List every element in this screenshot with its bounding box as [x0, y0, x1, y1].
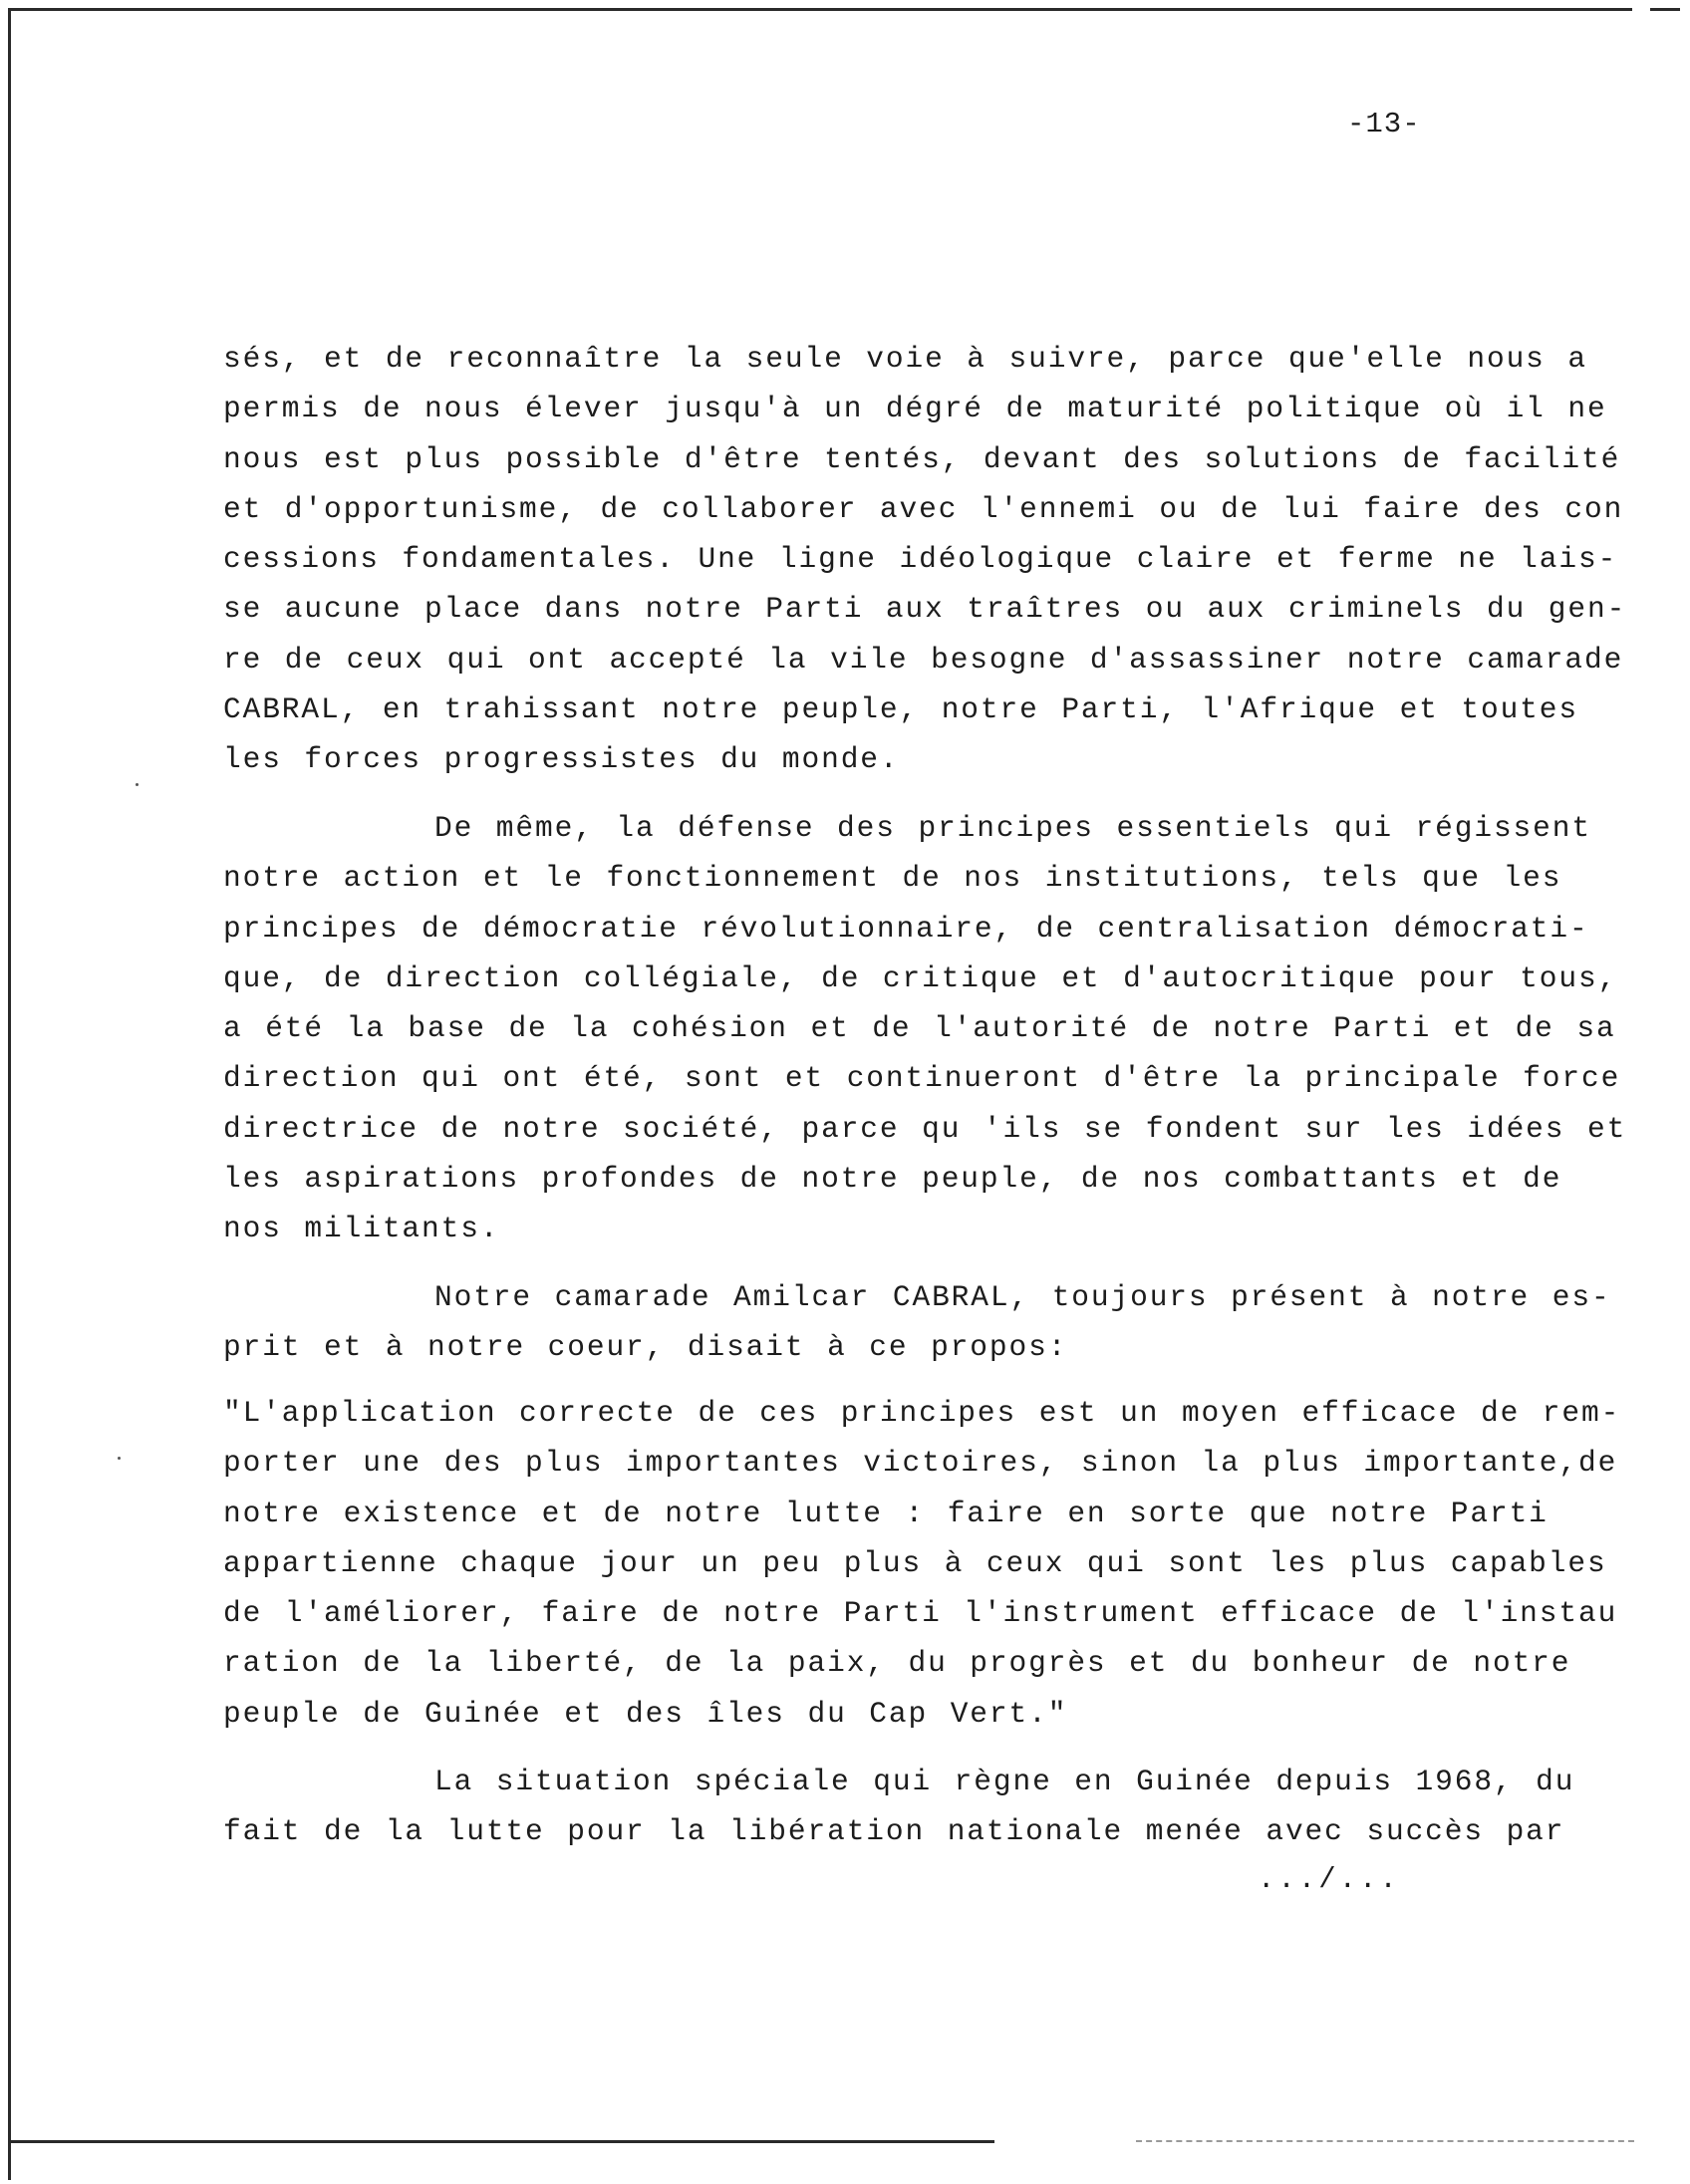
text-line: ration de la liberté, de la paix, du progrès et du bonheur de notre [223, 1646, 1571, 1681]
text-line: prit et à notre coeur, disait à ce propos: [223, 1330, 1068, 1365]
text-line: les forces progressistes du monde. [223, 742, 900, 777]
continuation-marker: .../... [1258, 1863, 1400, 1896]
text-line: se aucune place dans notre Parti aux traîtres ou aux criminels du gen- [223, 592, 1627, 627]
text-line: fait de la lutte pour la libération nationale menée avec succès par [223, 1814, 1565, 1849]
scan-border-left [8, 8, 11, 2180]
text-line: "L'application correcte de ces principes est un moyen efficace de rem- [223, 1396, 1621, 1430]
scan-border-top [8, 8, 1632, 11]
text-line: direction qui ont été, sont et continueront d'être la principale force [223, 1061, 1621, 1096]
text-line: directrice de notre société, parce qu 'ils se fondent sur les idées et [223, 1111, 1627, 1146]
text-line: permis de nous élever jusqu'à un dégré de maturité politique où il ne [223, 392, 1607, 426]
scan-border-top-right [1650, 8, 1680, 11]
paragraph-2 [223, 803, 1627, 1254]
scan-border-bottom [8, 2140, 994, 2143]
text-line: nos militants. [223, 1212, 500, 1246]
text-line: sés, et de reconnaître la seule voie à suivre, parce que'elle nous a [223, 342, 1587, 376]
scan-speck [136, 783, 139, 786]
text-line: appartienne chaque jour un peu plus à ceux qui sont les plus capables [223, 1545, 1607, 1580]
text-line: principes de démocratie révolutionnaire, de centralisation démocrati- [223, 911, 1589, 946]
text-line: a été la base de la cohésion et de l'autorité de notre Parti et de sa [223, 1011, 1616, 1046]
scan-border-bottom-dash [1136, 2140, 1634, 2142]
text-line: CABRAL, en trahissant notre peuple, notre Parti, l'Afrique et toutes [223, 692, 1578, 727]
text-line: porter une des plus importantes victoires, sinon la plus importante,de [223, 1446, 1618, 1481]
text-line: les aspirations profondes de notre peuple, de nos combattants et de [223, 1162, 1562, 1197]
text-line: notre action et le fonctionnement de nos institutions, tels que les [223, 861, 1562, 896]
text-line: que, de direction collégiale, de critique et d'autocritique pour tous, [223, 960, 1618, 995]
text-line: notre existence et de notre lutte : faire en sorte que notre Parti [223, 1496, 1549, 1530]
scan-speck [118, 1457, 121, 1460]
paragraph-4 [223, 1757, 1618, 1857]
text-line: Notre camarade Amilcar CABRAL, toujours présent à notre es- [434, 1280, 1611, 1314]
paragraph-3 [223, 1272, 1618, 1373]
text-line: cessions fondamentales. Une ligne idéologique claire et ferme ne lais- [223, 542, 1618, 577]
page-number: -13- [1347, 108, 1421, 140]
text-line: nous est plus possible d'être tentés, devant des solutions de facilité [223, 441, 1621, 476]
text-line: re de ceux qui ont accepté la vile besogne d'assassiner notre camarade [223, 642, 1624, 677]
text-line: de l'améliorer, faire de notre Parti l'instrument efficace de l'instau [223, 1596, 1618, 1631]
text-line: peuple de Guinée et des îles du Cap Vert." [223, 1696, 1068, 1731]
paragraph-1 [223, 334, 1627, 785]
cabral-quote [223, 1388, 1621, 1739]
text-line: De même, la défense des principes essentiels qui régissent [434, 811, 1591, 845]
text-line: et d'opportunisme, de collaborer avec l'ennemi ou de lui faire des con [223, 491, 1624, 526]
text-line: La situation spéciale qui règne en Guinée depuis 1968, du [434, 1765, 1575, 1798]
